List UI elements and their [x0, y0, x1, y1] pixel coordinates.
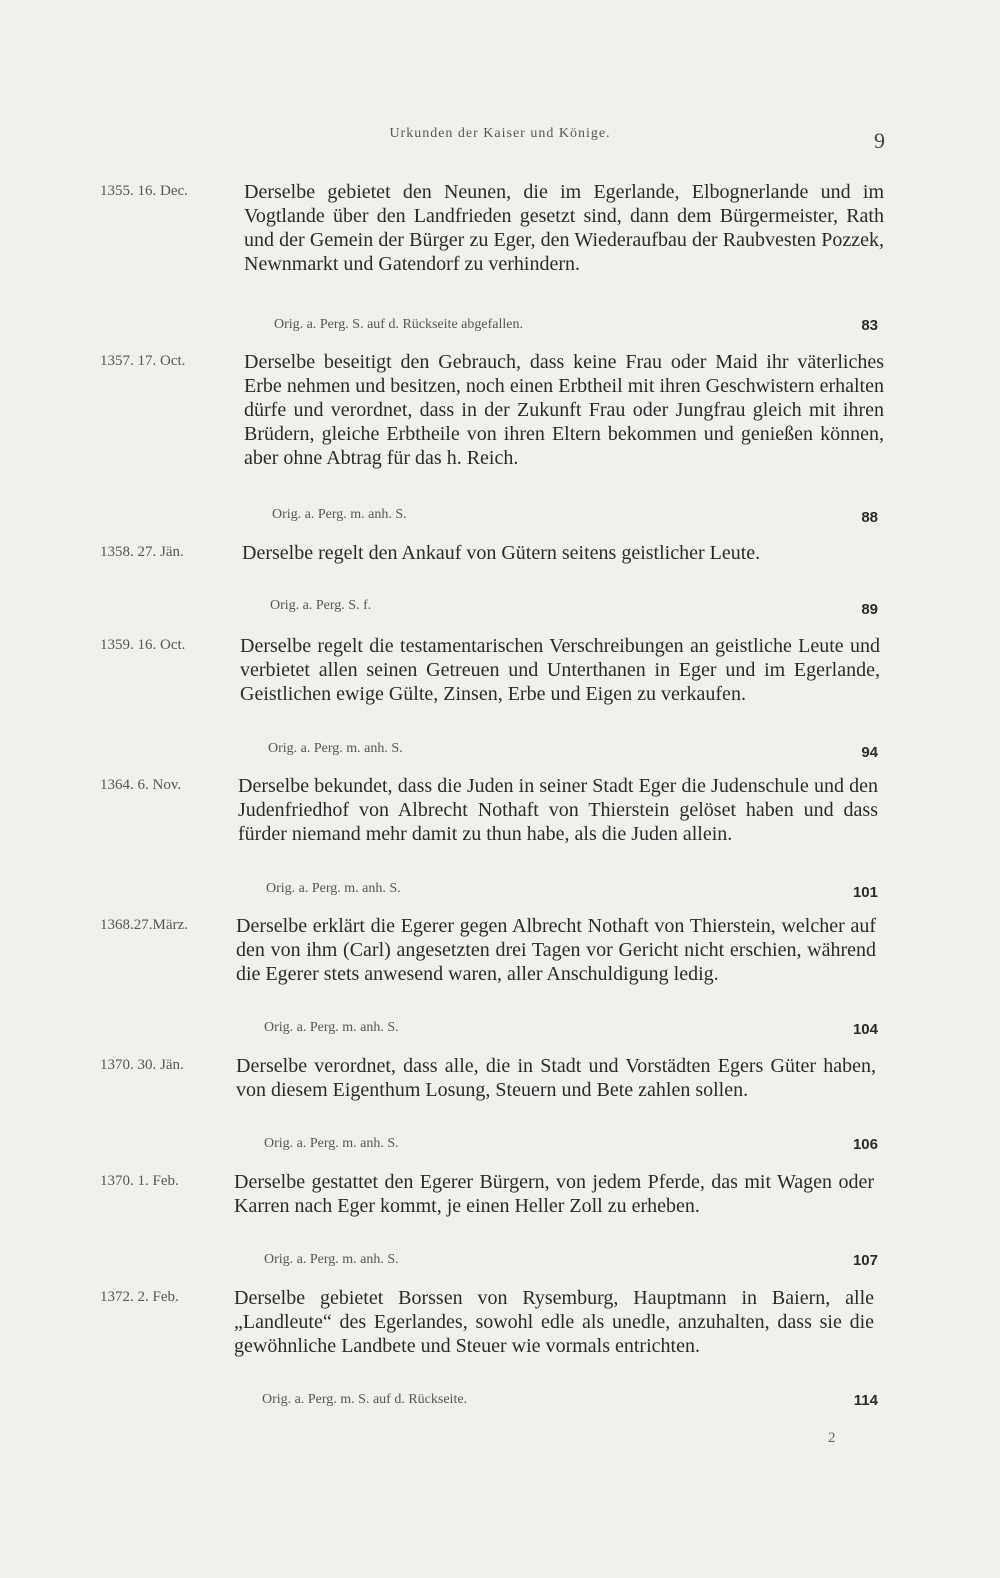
entry-date: 1355. 16. Dec.	[100, 183, 188, 199]
entry-text: Derselbe regelt die testamentarischen Verschreibungen an geistliche Leute und verbietet allen seinen Getreuen und Unterthanen in Eger und im Egerlande, Geistlichen ewige Gülte, Zinsen, Erbe und Eigen zu verkaufen.	[240, 635, 880, 705]
entry-reference-number: 114	[853, 1392, 878, 1409]
entry-reference-number: 89	[861, 601, 878, 618]
entry-source: Orig. a. Perg. m. anh. S.	[268, 741, 403, 756]
entry-text: Derselbe bekundet, dass die Juden in seiner Stadt Eger die Judenschule und den Judenfriedhof von Albrecht Nothaft von Thierstein gelöset haben und dass fürder niemand mehr damit zu thun habe, als die Juden allein.	[238, 775, 878, 845]
entry-text: Derselbe gebietet den Neunen, die im Egerlande, Elbognerlande und im Vogtlande über den Landfrieden gesetzt sind, dann dem Bürgermeister, Rath und der Gemein der Bürger zu Eger, den Wiederaufbau der Raubvesten Pozzek, Newnmarkt und Gatendorf zu verhindern.	[244, 181, 884, 275]
entry-date: 1357. 17. Oct.	[100, 353, 186, 369]
entry-source: Orig. a. Perg. m. anh. S.	[266, 881, 401, 896]
entry-reference-number: 83	[861, 317, 878, 334]
entry-date: 1372. 2. Feb.	[100, 1289, 179, 1305]
entry-source: Orig. a. Perg. m. anh. S.	[264, 1136, 399, 1151]
entry-source: Orig. a. Perg. S. auf d. Rückseite abgefallen.	[274, 317, 523, 332]
entry-date: 1370. 30. Jän.	[100, 1057, 184, 1073]
entry-source: Orig. a. Perg. S. f.	[270, 598, 372, 613]
entry-reference-number: 106	[852, 1136, 878, 1153]
entry-text: Derselbe gebietet Borssen von Rysemburg, Hauptmann in Baiern, alle „Landleute“ des Egerlandes, sowohl edle als unedle, anzuhalten, dass sie die gewöhnliche Landbete und Steuer wie vormals entrichten.	[234, 1287, 874, 1357]
entry-source: Orig. a. Perg. m. anh. S.	[272, 507, 407, 522]
page-number: 9	[874, 128, 885, 153]
entry-source: Orig. a. Perg. m. S. auf d. Rückseite.	[262, 1392, 468, 1407]
entry-date: 1370. 1. Feb.	[100, 1173, 179, 1189]
entry-source: Orig. a. Perg. m. anh. S.	[264, 1020, 399, 1035]
entry-date: 1358. 27. Jän.	[100, 544, 184, 560]
entry-text: Derselbe beseitigt den Gebrauch, dass keine Frau oder Maid ihr väterliches Erbe nehmen und besitzen, noch einen Erbtheil mit ihren Geschwistern erhalten dürfe und verordnet, dass in der Zukunft Frau oder Jungfrau gleich mit ihren Brüdern, gleiche Erbtheile von ihren Eltern bekommen und genießen können, aber ohne Abtrag für das h. Reich.	[244, 351, 884, 469]
entry-reference-number: 101	[852, 884, 878, 901]
entry-reference-number: 104	[852, 1021, 878, 1038]
running-head: Urkunden der Kaiser und Könige.	[389, 126, 611, 141]
entry-date: 1359. 16. Oct.	[100, 637, 186, 653]
entry-text: Derselbe regelt den Ankauf von Gütern seitens geistlicher Leute.	[242, 542, 761, 564]
signature-mark: 2	[828, 1430, 836, 1446]
entry-source: Orig. a. Perg. m. anh. S.	[264, 1252, 399, 1267]
entry-text: Derselbe erklärt die Egerer gegen Albrecht Nothaft von Thierstein, welcher auf den von ihm (Carl) angesetzten drei Tagen vor Gericht nicht erschien, während die Egerer stets anwesend waren, aller Anschuldigung ledig.	[236, 915, 876, 985]
entry-date: 1368.27.März.	[100, 917, 188, 933]
entry-date: 1364. 6. Nov.	[100, 777, 182, 793]
entry-reference-number: 88	[861, 509, 878, 526]
entry-text: Derselbe verordnet, dass alle, die in Stadt und Vorstädten Egers Güter haben, von diesem Eigenthum Losung, Steuern und Bete zahlen sollen.	[236, 1055, 876, 1101]
entry-text: Derselbe gestattet den Egerer Bürgern, von jedem Pferde, das mit Wagen oder Karren nach Eger kommt, je einen Heller Zoll zu erheben.	[234, 1171, 874, 1217]
entry-reference-number: 107	[852, 1252, 878, 1269]
entry-reference-number: 94	[861, 744, 878, 761]
